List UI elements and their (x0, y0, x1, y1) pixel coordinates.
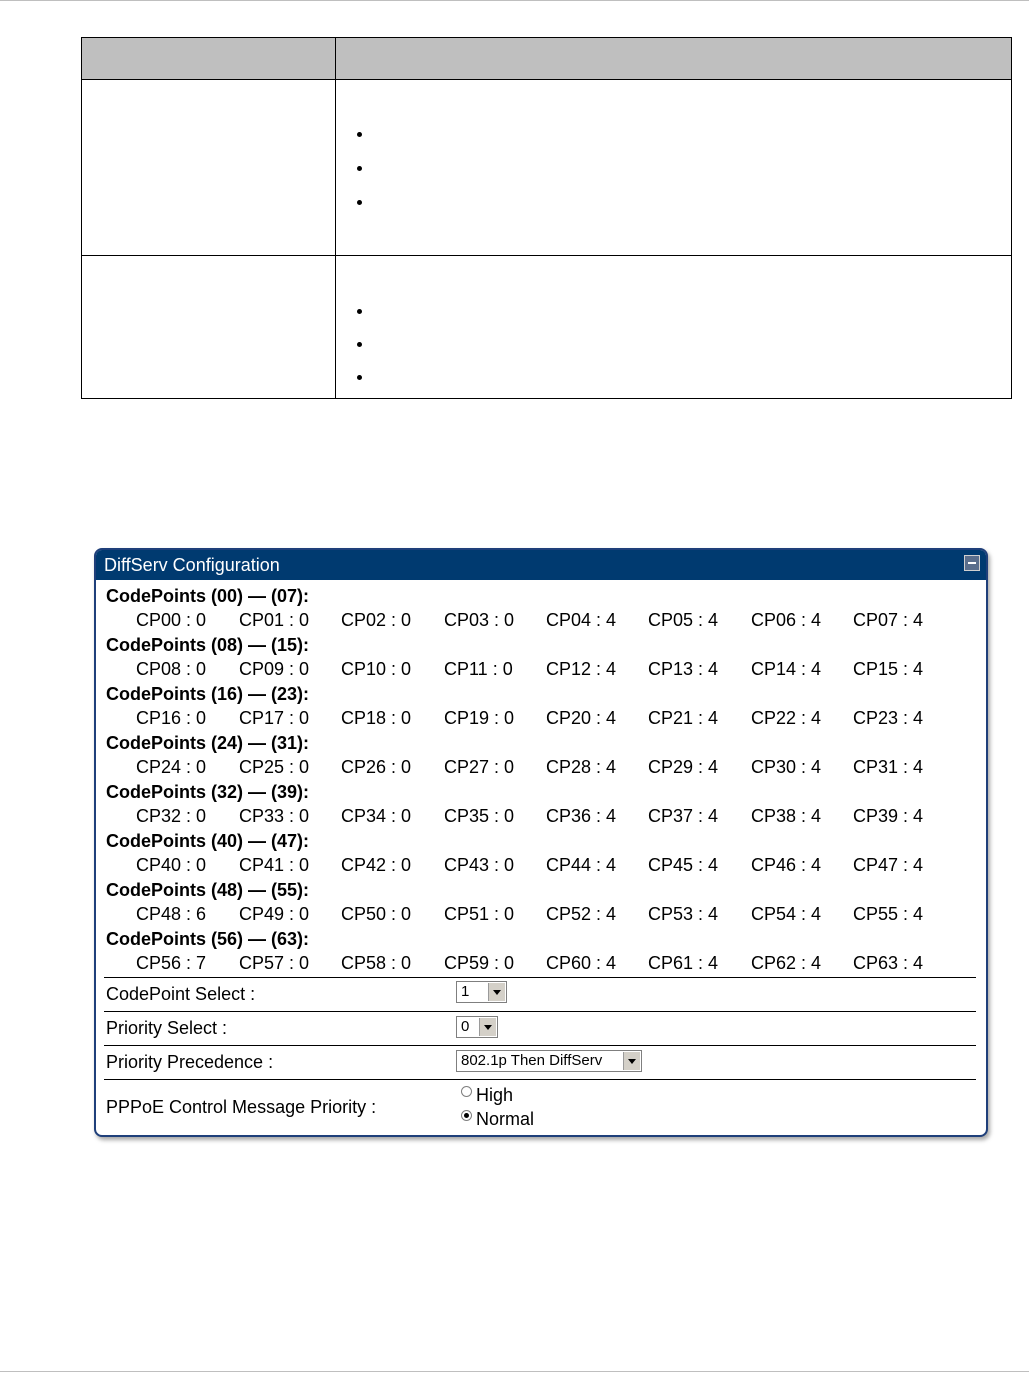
diffserv-configuration-panel (94, 548, 988, 1137)
codepoint-value: CP38 : 4 (751, 806, 822, 826)
codepoint-group (106, 927, 924, 976)
codepoint-group-heading: CodePoints (08) — (15): (106, 635, 310, 655)
minimize-icon[interactable] (964, 555, 980, 571)
codepoint-value: CP62 : 4 (751, 953, 822, 973)
codepoint-value: CP43 : 0 (444, 855, 515, 875)
codepoint-value: CP33 : 0 (239, 806, 310, 826)
codepoint-value: CP53 : 4 (648, 904, 719, 924)
codepoint-value: CP50 : 0 (341, 904, 412, 924)
codepoint-value: CP11 : 0 (444, 659, 513, 679)
table-row (82, 256, 1012, 399)
codepoint-value: CP52 : 4 (546, 904, 617, 924)
codepoint-value: CP17 : 0 (239, 708, 310, 728)
codepoint-value: CP15 : 4 (853, 659, 924, 679)
pppoe-option-normal[interactable]: Normal (461, 1107, 534, 1131)
table-cell (82, 256, 336, 399)
codepoint-value: CP30 : 4 (751, 757, 822, 777)
codepoint-value: CP41 : 0 (239, 855, 310, 875)
codepoint-value: CP35 : 0 (444, 806, 515, 826)
table-cell (82, 80, 336, 256)
page-top-rule (0, 0, 1029, 1)
codepoint-value: CP14 : 4 (751, 659, 822, 679)
codepoint-row (106, 755, 924, 780)
codepoint-value: CP20 : 4 (546, 708, 617, 728)
codepoint-value: CP34 : 0 (341, 806, 412, 826)
chevron-down-icon (488, 983, 505, 1001)
codepoint-value: CP07 : 4 (853, 610, 924, 630)
page-bottom-rule (0, 1371, 1029, 1372)
priority-precedence-row (104, 1045, 976, 1079)
codepoint-value: CP40 : 0 (136, 855, 207, 875)
codepoint-value: CP08 : 0 (136, 659, 207, 679)
codepoint-group-heading: CodePoints (16) — (23): (106, 684, 310, 704)
radio-unchecked-icon[interactable] (461, 1086, 472, 1097)
codepoint-group-heading: CodePoints (00) — (07): (106, 586, 310, 606)
radio-checked-icon[interactable] (461, 1110, 472, 1121)
codepoint-value: CP21 : 4 (648, 708, 719, 728)
codepoint-group-heading: CodePoints (40) — (47): (106, 831, 310, 851)
codepoint-group (106, 682, 924, 731)
codepoint-value: CP49 : 0 (239, 904, 310, 924)
panel-header (96, 550, 986, 580)
bullet-icon (357, 166, 362, 171)
document-table (81, 37, 1012, 399)
codepoint-value: CP44 : 4 (546, 855, 617, 875)
priority-select[interactable]: 0 (456, 1016, 498, 1038)
chevron-down-icon (479, 1018, 496, 1036)
codepoint-value: CP06 : 4 (751, 610, 822, 630)
panel-title: DiffServ Configuration (104, 555, 280, 575)
codepoint-value: CP00 : 0 (136, 610, 207, 630)
codepoint-value: CP19 : 0 (444, 708, 515, 728)
pppoe-priority-row (104, 1079, 976, 1134)
codepoint-row (106, 657, 924, 682)
codepoint-value: CP31 : 4 (853, 757, 924, 777)
codepoint-value: CP54 : 4 (751, 904, 822, 924)
codepoint-value: CP04 : 4 (546, 610, 617, 630)
codepoint-group-heading: CodePoints (56) — (63): (106, 929, 310, 949)
table-header-cell (82, 38, 336, 80)
codepoint-value: CP51 : 0 (444, 904, 515, 924)
table-cell (336, 80, 1012, 256)
codepoint-group (106, 633, 924, 682)
codepoint-row (106, 902, 924, 927)
codepoint-value: CP39 : 4 (853, 806, 924, 826)
codepoint-value: CP01 : 0 (239, 610, 310, 630)
codepoint-value: CP27 : 0 (444, 757, 515, 777)
table-header-cell (336, 38, 1012, 80)
codepoint-value: CP05 : 4 (648, 610, 719, 630)
codepoint-value: CP03 : 0 (444, 610, 515, 630)
codepoint-row (106, 853, 924, 878)
codepoint-select-row (104, 977, 976, 1011)
codepoint-value: CP60 : 4 (546, 953, 617, 973)
chevron-down-icon (623, 1052, 640, 1070)
codepoint-value: CP37 : 4 (648, 806, 719, 826)
codepoint-value: CP55 : 4 (853, 904, 924, 924)
codepoint-value: CP13 : 4 (648, 659, 719, 679)
priority-select-label: Priority Select : (106, 1018, 228, 1038)
codepoint-group-heading: CodePoints (32) — (39): (106, 782, 310, 802)
codepoint-value: CP22 : 4 (751, 708, 822, 728)
codepoint-value: CP56 : 7 (136, 953, 207, 973)
bullet-icon (357, 375, 362, 380)
bullet-icon (357, 342, 362, 347)
priority-precedence-select[interactable]: 802.1p Then DiffServ (456, 1050, 642, 1072)
codepoint-value: CP24 : 0 (136, 757, 207, 777)
codepoint-value: CP25 : 0 (239, 757, 310, 777)
codepoint-group (106, 731, 924, 780)
codepoint-value: CP61 : 4 (648, 953, 719, 973)
codepoint-value: CP57 : 0 (239, 953, 310, 973)
codepoint-value: CP63 : 4 (853, 953, 924, 973)
codepoint-select-label: CodePoint Select : (106, 984, 256, 1004)
codepoint-row (106, 804, 924, 829)
codepoint-group (106, 584, 924, 633)
codepoint-group-heading: CodePoints (48) — (55): (106, 880, 310, 900)
codepoint-value: CP29 : 4 (648, 757, 719, 777)
codepoint-value: CP42 : 0 (341, 855, 412, 875)
codepoint-value: CP58 : 0 (341, 953, 412, 973)
codepoint-row (106, 951, 924, 976)
codepoint-row (106, 706, 924, 731)
table-header-row (82, 38, 1012, 80)
priority-select-row (104, 1011, 976, 1045)
codepoint-value: CP18 : 0 (341, 708, 412, 728)
codepoint-group (106, 878, 924, 927)
codepoint-value: CP36 : 4 (546, 806, 617, 826)
codepoint-value: CP23 : 4 (853, 708, 924, 728)
codepoint-value: CP02 : 0 (341, 610, 412, 630)
bullet-icon (357, 200, 362, 205)
bullet-icon (357, 132, 362, 137)
codepoint-group-heading: CodePoints (24) — (31): (106, 733, 310, 753)
codepoint-select[interactable]: 1 (456, 981, 507, 1003)
priority-precedence-label: Priority Precedence : (106, 1052, 274, 1072)
codepoint-value: CP47 : 4 (853, 855, 924, 875)
codepoint-row (106, 608, 924, 633)
codepoint-value: CP09 : 0 (239, 659, 310, 679)
codepoint-value: CP45 : 4 (648, 855, 719, 875)
codepoint-value: CP32 : 0 (136, 806, 207, 826)
codepoint-value: CP26 : 0 (341, 757, 412, 777)
codepoint-value: CP10 : 0 (341, 659, 412, 679)
table-row (82, 80, 1012, 256)
codepoint-value: CP48 : 6 (136, 904, 207, 924)
table-cell (336, 256, 1012, 399)
codepoint-value: CP12 : 4 (546, 659, 617, 679)
pppoe-priority-label: PPPoE Control Message Priority : (106, 1097, 377, 1117)
codepoint-value: CP16 : 0 (136, 708, 207, 728)
codepoint-group (106, 829, 924, 878)
codepoint-group (106, 780, 924, 829)
codepoint-value: CP46 : 4 (751, 855, 822, 875)
bullet-icon (357, 309, 362, 314)
pppoe-option-high[interactable]: High (461, 1083, 513, 1107)
codepoint-value: CP28 : 4 (546, 757, 617, 777)
codepoint-value: CP59 : 0 (444, 953, 515, 973)
